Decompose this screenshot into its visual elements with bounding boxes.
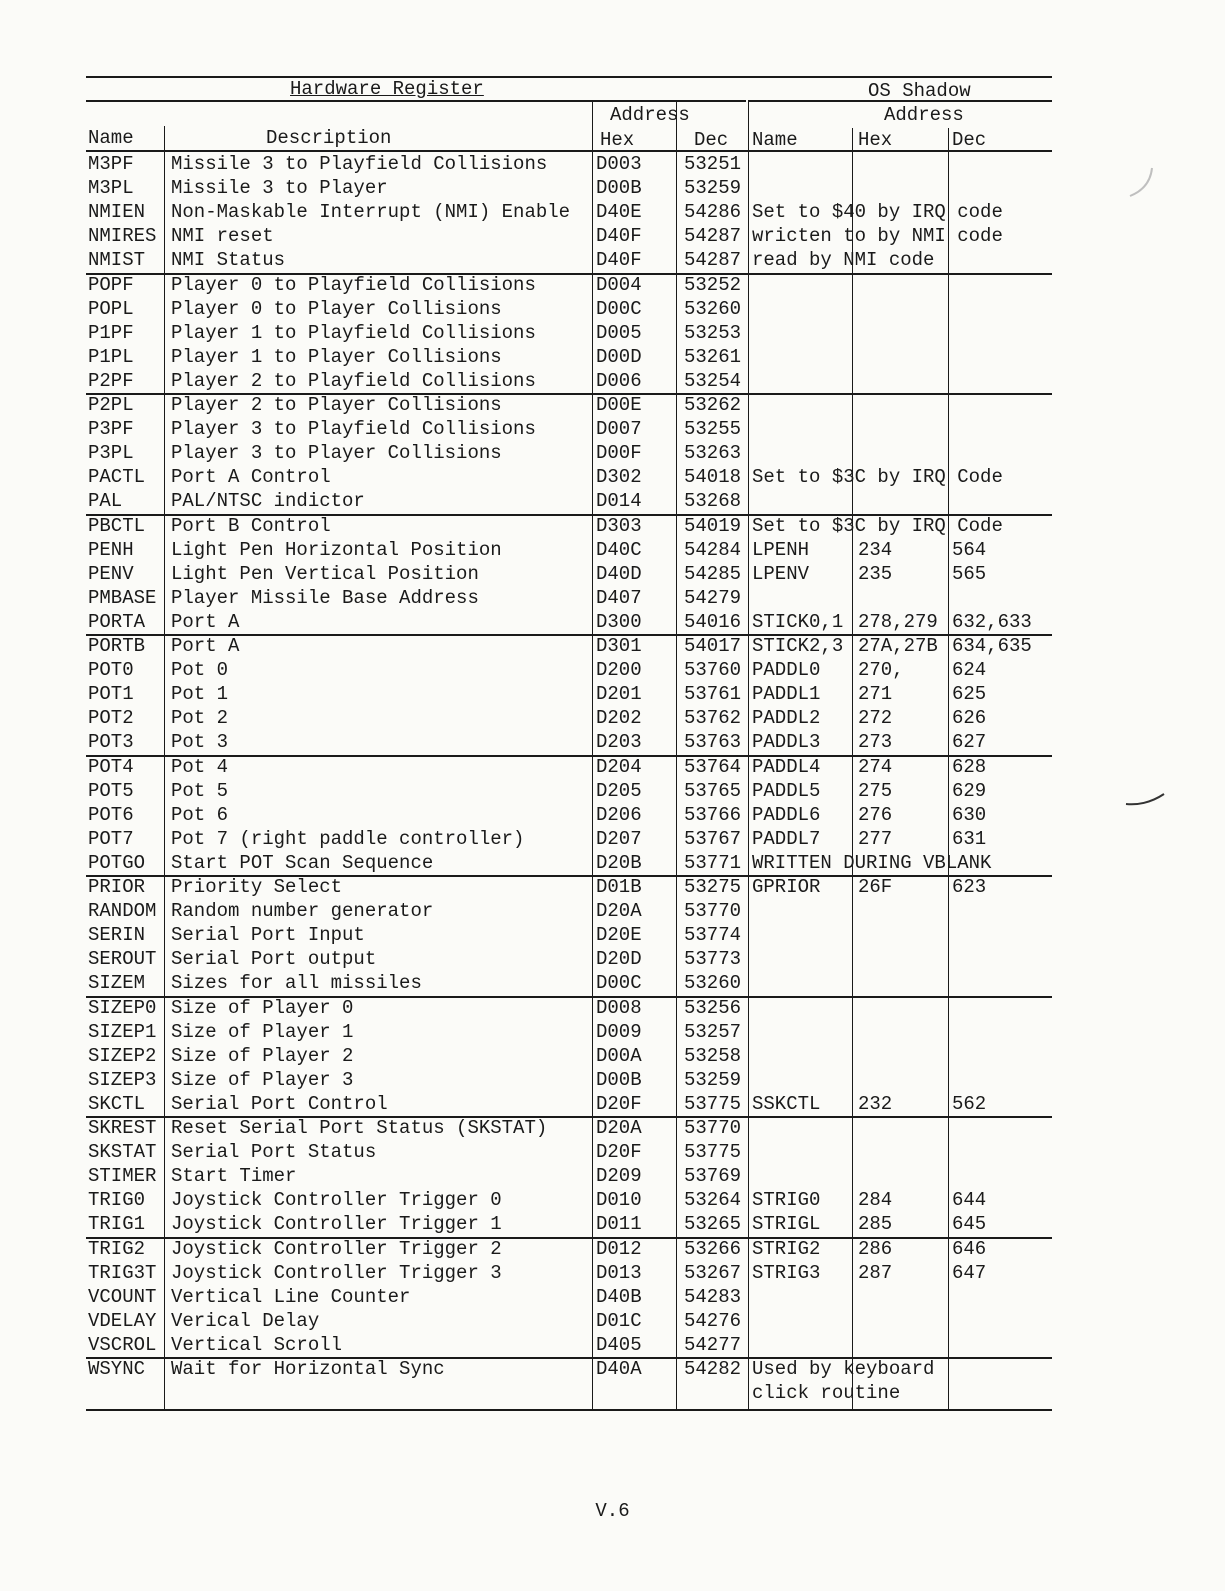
register-name: POTGO	[88, 851, 146, 874]
register-dec: 54286	[684, 201, 742, 224]
group-divider	[86, 1116, 1052, 1118]
register-description: NMI Status	[171, 249, 286, 272]
register-dec: 53268	[684, 490, 742, 513]
os-shadow-name: Set to $3C by IRQ Code	[752, 466, 1003, 489]
register-description: Start Timer	[171, 1165, 297, 1188]
os-shadow-hex: 286	[858, 1237, 893, 1260]
page-number: V.6	[595, 1500, 630, 1522]
register-description: PAL/NTSC indictor	[171, 490, 365, 513]
register-hex: D300	[596, 610, 642, 633]
os-shadow-hex: 285	[858, 1213, 893, 1236]
register-hex: D00E	[596, 394, 642, 416]
register-description: Pot 0	[171, 659, 229, 682]
register-name: SIZEM	[88, 972, 146, 995]
register-description: Verical Delay	[171, 1309, 320, 1332]
register-name: VDELAY	[88, 1309, 157, 1332]
register-hex: D005	[596, 321, 642, 344]
register-name: VCOUNT	[88, 1285, 157, 1308]
register-hex: D209	[596, 1165, 642, 1188]
register-name: SIZEP2	[88, 1044, 157, 1067]
register-description: Joystick Controller Trigger 0	[171, 1189, 502, 1212]
register-dec: 53769	[684, 1165, 742, 1188]
register-description: Player Missile Base Address	[171, 586, 479, 609]
register-dec: 53775	[684, 1141, 742, 1164]
register-hex: D20F	[596, 1141, 642, 1164]
register-name: PORTB	[88, 635, 146, 657]
os-shadow-hex: 270,	[858, 659, 904, 682]
register-description: Pot 5	[171, 779, 229, 802]
os-shadow-hex: 232	[858, 1092, 893, 1115]
register-description: Serial Port Input	[171, 924, 365, 947]
register-description: Joystick Controller Trigger 3	[171, 1261, 502, 1284]
register-hex: D00B	[596, 177, 642, 200]
hardware-register-heading: Hardware Register	[290, 78, 484, 100]
register-description: Port A	[171, 635, 240, 657]
os-shadow-name: Set to $3C by IRQ Code	[752, 514, 1003, 537]
os-shadow-name: STRIG0	[752, 1189, 821, 1212]
group-divider	[86, 393, 1052, 395]
register-hex: D012	[596, 1237, 642, 1260]
register-description: Joystick Controller Trigger 2	[171, 1237, 502, 1260]
os-shadow-dec: 646	[952, 1237, 987, 1260]
os-shadow-name: LPENH	[752, 538, 810, 561]
register-dec: 53253	[684, 321, 742, 344]
register-dec: 53770	[684, 1117, 742, 1139]
os-shadow-hex: 271	[858, 683, 893, 706]
register-name: P2PF	[88, 369, 134, 392]
register-dec: 53265	[684, 1213, 742, 1236]
register-description: Missile 3 to Playfield Collisions	[171, 153, 548, 175]
register-hex: D007	[596, 418, 642, 441]
register-hex: D20D	[596, 948, 642, 971]
register-name: WSYNC	[88, 1358, 146, 1380]
register-description: Player 3 to Player Collisions	[171, 442, 502, 465]
register-hex: D00C	[596, 297, 642, 320]
register-hex: D20A	[596, 900, 642, 923]
register-hex: D011	[596, 1213, 642, 1236]
register-dec: 53275	[684, 876, 742, 898]
os-shadow-name: PADDL4	[752, 755, 821, 778]
register-hex: D301	[596, 635, 642, 657]
register-description: Serial Port Status	[171, 1141, 377, 1164]
os-shadow-hex: 276	[858, 803, 893, 826]
register-hex: D20A	[596, 1117, 642, 1139]
register-name: POT4	[88, 755, 134, 778]
os-shadow-hex: 277	[858, 827, 893, 850]
register-name: SIZEP0	[88, 996, 157, 1019]
register-description: Serial Port Control	[171, 1092, 388, 1115]
register-description: Serial Port output	[171, 948, 377, 971]
register-dec: 53763	[684, 731, 742, 754]
register-hex: D008	[596, 996, 642, 1019]
group-divider	[86, 875, 1052, 877]
os-shadow-dec: 562	[952, 1092, 987, 1115]
register-dec: 53774	[684, 924, 742, 947]
os-shadow-dec: 564	[952, 538, 987, 561]
col-os-name-header: Name	[752, 129, 798, 151]
register-description: NMI reset	[171, 225, 274, 248]
register-hex: D20B	[596, 851, 642, 874]
register-hex: D207	[596, 827, 642, 850]
wsync-note-line2: click routine	[752, 1382, 901, 1405]
column-divider	[592, 102, 593, 1409]
register-hex: D405	[596, 1333, 642, 1356]
register-hex: D01B	[596, 876, 642, 898]
register-description: Player 1 to Playfield Collisions	[171, 321, 536, 344]
register-dec: 53773	[684, 948, 742, 971]
os-shadow-dec: 632,633	[952, 610, 1032, 633]
register-name: POT5	[88, 779, 134, 802]
register-description: Light Pen Horizontal Position	[171, 538, 502, 561]
register-hex: D40F	[596, 225, 642, 248]
register-name: M3PF	[88, 153, 134, 175]
column-divider	[852, 128, 853, 1409]
os-shadow-heading: OS Shadow	[868, 80, 971, 102]
register-name: NMIRES	[88, 225, 157, 248]
register-dec: 53775	[684, 1092, 742, 1115]
register-dec: 54282	[684, 1358, 742, 1380]
register-description: Player 2 to Player Collisions	[171, 394, 502, 416]
register-hex: D01C	[596, 1309, 642, 1332]
register-description: Random number generator	[171, 900, 434, 923]
os-shadow-name: STICK0,1	[752, 610, 844, 633]
group-divider	[86, 755, 1052, 757]
col-hex-header: Hex	[600, 129, 635, 151]
register-description: Size of Player 2	[171, 1044, 354, 1067]
register-hex: D20E	[596, 924, 642, 947]
register-hex: D205	[596, 779, 642, 802]
register-hex: D013	[596, 1261, 642, 1284]
register-description: Port A	[171, 610, 240, 633]
register-name: PENV	[88, 562, 134, 585]
register-description: Player 3 to Playfield Collisions	[171, 418, 536, 441]
register-dec: 54016	[684, 610, 742, 633]
register-dec: 53267	[684, 1261, 742, 1284]
col-description-header: Description	[266, 127, 392, 149]
register-hex: D003	[596, 153, 642, 175]
register-hex: D303	[596, 514, 642, 537]
os-shadow-dec: 647	[952, 1261, 987, 1284]
register-name: POT1	[88, 683, 134, 706]
register-hex: D010	[596, 1189, 642, 1212]
register-description: Player 2 to Playfield Collisions	[171, 369, 536, 392]
os-shadow-name: PADDL6	[752, 803, 821, 826]
register-description: Pot 4	[171, 755, 229, 778]
register-dec: 54284	[684, 538, 742, 561]
os-shadow-name: PADDL5	[752, 779, 821, 802]
col-os-dec-header: Dec	[952, 129, 987, 151]
os-shadow-dec: 625	[952, 683, 987, 706]
register-name: POPL	[88, 297, 134, 320]
register-dec: 53765	[684, 779, 742, 802]
register-name: P3PF	[88, 418, 134, 441]
os-shadow-dec: 623	[952, 876, 987, 898]
register-hex: D20F	[596, 1092, 642, 1115]
register-description: Vertical Line Counter	[171, 1285, 411, 1308]
os-shadow-dec: 630	[952, 803, 987, 826]
register-name: PENH	[88, 538, 134, 561]
os-shadow-hex: 234	[858, 538, 893, 561]
register-name: P1PL	[88, 345, 134, 368]
register-dec: 53766	[684, 803, 742, 826]
register-name: POPF	[88, 273, 134, 296]
register-hex: D40F	[596, 249, 642, 272]
register-description: Non-Maskable Interrupt (NMI) Enable	[171, 201, 571, 224]
register-description: Port A Control	[171, 466, 331, 489]
register-description: Missile 3 to Player	[171, 177, 388, 200]
register-hex: D40C	[596, 538, 642, 561]
col-os-hex-header: Hex	[858, 129, 893, 151]
register-name: SKREST	[88, 1117, 157, 1139]
group-divider	[86, 273, 1052, 275]
register-dec: 53266	[684, 1237, 742, 1260]
register-name: RANDOM	[88, 900, 157, 923]
register-name: P1PF	[88, 321, 134, 344]
group-divider	[86, 634, 1052, 636]
register-dec: 54019	[684, 514, 742, 537]
os-shadow-hex: 26F	[858, 876, 893, 898]
register-description: Start POT Scan Sequence	[171, 851, 434, 874]
os-address-heading: Address	[884, 104, 964, 126]
register-hex: D004	[596, 273, 642, 296]
register-dec: 54287	[684, 249, 742, 272]
os-shadow-name: STICK2,3	[752, 635, 844, 657]
register-name: NMIST	[88, 249, 146, 272]
os-shadow-dec: 629	[952, 779, 987, 802]
register-name: M3PL	[88, 177, 134, 200]
os-shadow-dec: 628	[952, 755, 987, 778]
register-name: SIZEP3	[88, 1068, 157, 1091]
register-dec: 53263	[684, 442, 742, 465]
register-name: TRIG1	[88, 1213, 146, 1236]
os-shadow-dec: 624	[952, 659, 987, 682]
os-shadow-hex: 273	[858, 731, 893, 754]
register-dec: 53262	[684, 394, 742, 416]
register-hex: D00D	[596, 345, 642, 368]
os-shadow-name: read by NMI code	[752, 249, 935, 272]
register-description: Wait for Horizontal Sync	[171, 1358, 445, 1380]
os-shadow-name: SSKCTL	[752, 1092, 821, 1115]
os-shadow-name: STRIG3	[752, 1261, 821, 1284]
os-shadow-name: LPENV	[752, 562, 810, 585]
os-shadow-hex: 287	[858, 1261, 893, 1284]
register-hex: D202	[596, 707, 642, 730]
os-shadow-hex: 235	[858, 562, 893, 585]
register-hex: D40E	[596, 201, 642, 224]
register-hex: D200	[596, 659, 642, 682]
register-description: Sizes for all missiles	[171, 972, 422, 995]
register-description: Size of Player 3	[171, 1068, 354, 1091]
margin-mark	[1120, 790, 1170, 810]
register-dec: 53251	[684, 153, 742, 175]
register-dec: 53255	[684, 418, 742, 441]
os-shadow-dec: 645	[952, 1213, 987, 1236]
register-description: Size of Player 0	[171, 996, 354, 1019]
os-shadow-name: PADDL1	[752, 683, 821, 706]
column-divider	[676, 102, 677, 1409]
group-divider	[86, 1357, 1052, 1359]
register-dec: 54277	[684, 1333, 742, 1356]
os-shadow-name: PADDL0	[752, 659, 821, 682]
register-hex: D201	[596, 683, 642, 706]
register-description: Player 0 to Playfield Collisions	[171, 273, 536, 296]
os-shadow-name: STRIG2	[752, 1237, 821, 1260]
register-description: Pot 3	[171, 731, 229, 754]
register-dec: 54017	[684, 635, 742, 657]
os-shadow-dec: 626	[952, 707, 987, 730]
os-shadow-dec: 631	[952, 827, 987, 850]
register-name: PAL	[88, 490, 123, 513]
register-dec: 53257	[684, 1020, 742, 1043]
col-dec-header: Dec	[694, 129, 729, 151]
margin-mark	[1122, 160, 1162, 200]
register-name: VSCROL	[88, 1333, 157, 1356]
register-dec: 53261	[684, 345, 742, 368]
register-dec: 54287	[684, 225, 742, 248]
column-divider	[948, 128, 949, 1409]
os-shadow-dec: 644	[952, 1189, 987, 1212]
register-name: POT7	[88, 827, 134, 850]
register-name: PMBASE	[88, 586, 157, 609]
os-shadow-hex: 275	[858, 779, 893, 802]
register-name: POT0	[88, 659, 134, 682]
register-hex: D40A	[596, 1358, 642, 1380]
register-dec: 54276	[684, 1309, 742, 1332]
register-dec: 53762	[684, 707, 742, 730]
register-hex: D006	[596, 369, 642, 392]
os-shadow-hex: 27A,27B	[858, 635, 938, 657]
register-hex: D40B	[596, 1285, 642, 1308]
os-shadow-name: PADDL3	[752, 731, 821, 754]
register-name: P2PL	[88, 394, 134, 416]
col-name-header: Name	[88, 127, 134, 149]
os-shadow-hex: 278,279	[858, 610, 938, 633]
register-hex: D009	[596, 1020, 642, 1043]
register-hex: D204	[596, 755, 642, 778]
register-name: PBCTL	[88, 514, 146, 537]
register-hex: D407	[596, 586, 642, 609]
register-description: Vertical Scroll	[171, 1333, 343, 1356]
register-hex: D00C	[596, 972, 642, 995]
register-description: Port B Control	[171, 514, 331, 537]
register-name: NMIEN	[88, 201, 146, 224]
os-shadow-name: Used by keyboard	[752, 1358, 935, 1380]
column-divider	[748, 102, 749, 1409]
register-description: Size of Player 1	[171, 1020, 354, 1043]
column-divider	[164, 126, 165, 1409]
register-description: Player 1 to Player Collisions	[171, 345, 502, 368]
register-dec: 53254	[684, 369, 742, 392]
os-shadow-hex: 284	[858, 1189, 893, 1212]
register-description: Priority Select	[171, 876, 343, 898]
os-shadow-name: wricten to by NMI code	[752, 225, 1003, 248]
register-description: Pot 6	[171, 803, 229, 826]
register-dec: 53764	[684, 755, 742, 778]
register-dec: 53771	[684, 851, 742, 874]
register-dec: 53252	[684, 273, 742, 296]
register-name: SKCTL	[88, 1092, 146, 1115]
register-dec: 53256	[684, 996, 742, 1019]
register-dec: 53760	[684, 659, 742, 682]
register-hex: D00F	[596, 442, 642, 465]
hw-address-heading: Address	[610, 104, 690, 126]
register-dec: 53260	[684, 297, 742, 320]
os-shadow-name: WRITTEN DURING VBLANK	[752, 851, 992, 874]
os-shadow-dec: 565	[952, 562, 987, 585]
register-name: STIMER	[88, 1165, 157, 1188]
os-shadow-name: STRIGL	[752, 1213, 821, 1236]
register-dec: 54285	[684, 562, 742, 585]
register-dec: 53259	[684, 177, 742, 200]
table-bottom-rule	[86, 1409, 1052, 1411]
register-name: PORTA	[88, 610, 146, 633]
register-hex: D203	[596, 731, 642, 754]
register-name: POT2	[88, 707, 134, 730]
os-shadow-hex: 274	[858, 755, 893, 778]
register-name: SERIN	[88, 924, 146, 947]
register-dec: 54279	[684, 586, 742, 609]
register-hex: D00A	[596, 1044, 642, 1067]
os-shadow-name: PADDL2	[752, 707, 821, 730]
register-name: SIZEP1	[88, 1020, 157, 1043]
register-name: TRIG3T	[88, 1261, 157, 1284]
register-hex: D00B	[596, 1068, 642, 1091]
register-dec: 53264	[684, 1189, 742, 1212]
register-description: Reset Serial Port Status (SKSTAT)	[171, 1117, 548, 1139]
register-name: PACTL	[88, 466, 146, 489]
register-name: SEROUT	[88, 948, 157, 971]
os-shadow-name: GPRIOR	[752, 876, 821, 898]
os-shadow-dec: 634,635	[952, 635, 1032, 657]
register-description: Pot 7 (right paddle controller)	[171, 827, 525, 850]
group-divider	[86, 514, 1052, 516]
os-shadow-name: Set to $40 by IRQ code	[752, 201, 1003, 224]
os-shadow-hex: 272	[858, 707, 893, 730]
register-name: TRIG0	[88, 1189, 146, 1212]
group-divider	[86, 996, 1052, 998]
register-dec: 53260	[684, 972, 742, 995]
register-dec: 54283	[684, 1285, 742, 1308]
register-dec: 53761	[684, 683, 742, 706]
register-name: PRIOR	[88, 876, 146, 898]
register-description: Joystick Controller Trigger 1	[171, 1213, 502, 1236]
register-name: P3PL	[88, 442, 134, 465]
os-shadow-name: PADDL7	[752, 827, 821, 850]
register-name: SKSTAT	[88, 1141, 157, 1164]
register-description: Pot 1	[171, 683, 229, 706]
register-dec: 54018	[684, 466, 742, 489]
group-divider	[86, 1237, 1052, 1239]
register-name: POT3	[88, 731, 134, 754]
register-name: TRIG2	[88, 1237, 146, 1260]
register-dec: 53770	[684, 900, 742, 923]
register-dec: 53259	[684, 1068, 742, 1091]
register-hex: D40D	[596, 562, 642, 585]
register-dec: 53767	[684, 827, 742, 850]
os-shadow-dec: 627	[952, 731, 987, 754]
register-hex: D302	[596, 466, 642, 489]
register-dec: 53258	[684, 1044, 742, 1067]
register-description: Player 0 to Player Collisions	[171, 297, 502, 320]
register-description: Light Pen Vertical Position	[171, 562, 479, 585]
register-name: POT6	[88, 803, 134, 826]
register-hex: D206	[596, 803, 642, 826]
register-description: Pot 2	[171, 707, 229, 730]
register-hex: D014	[596, 490, 642, 513]
